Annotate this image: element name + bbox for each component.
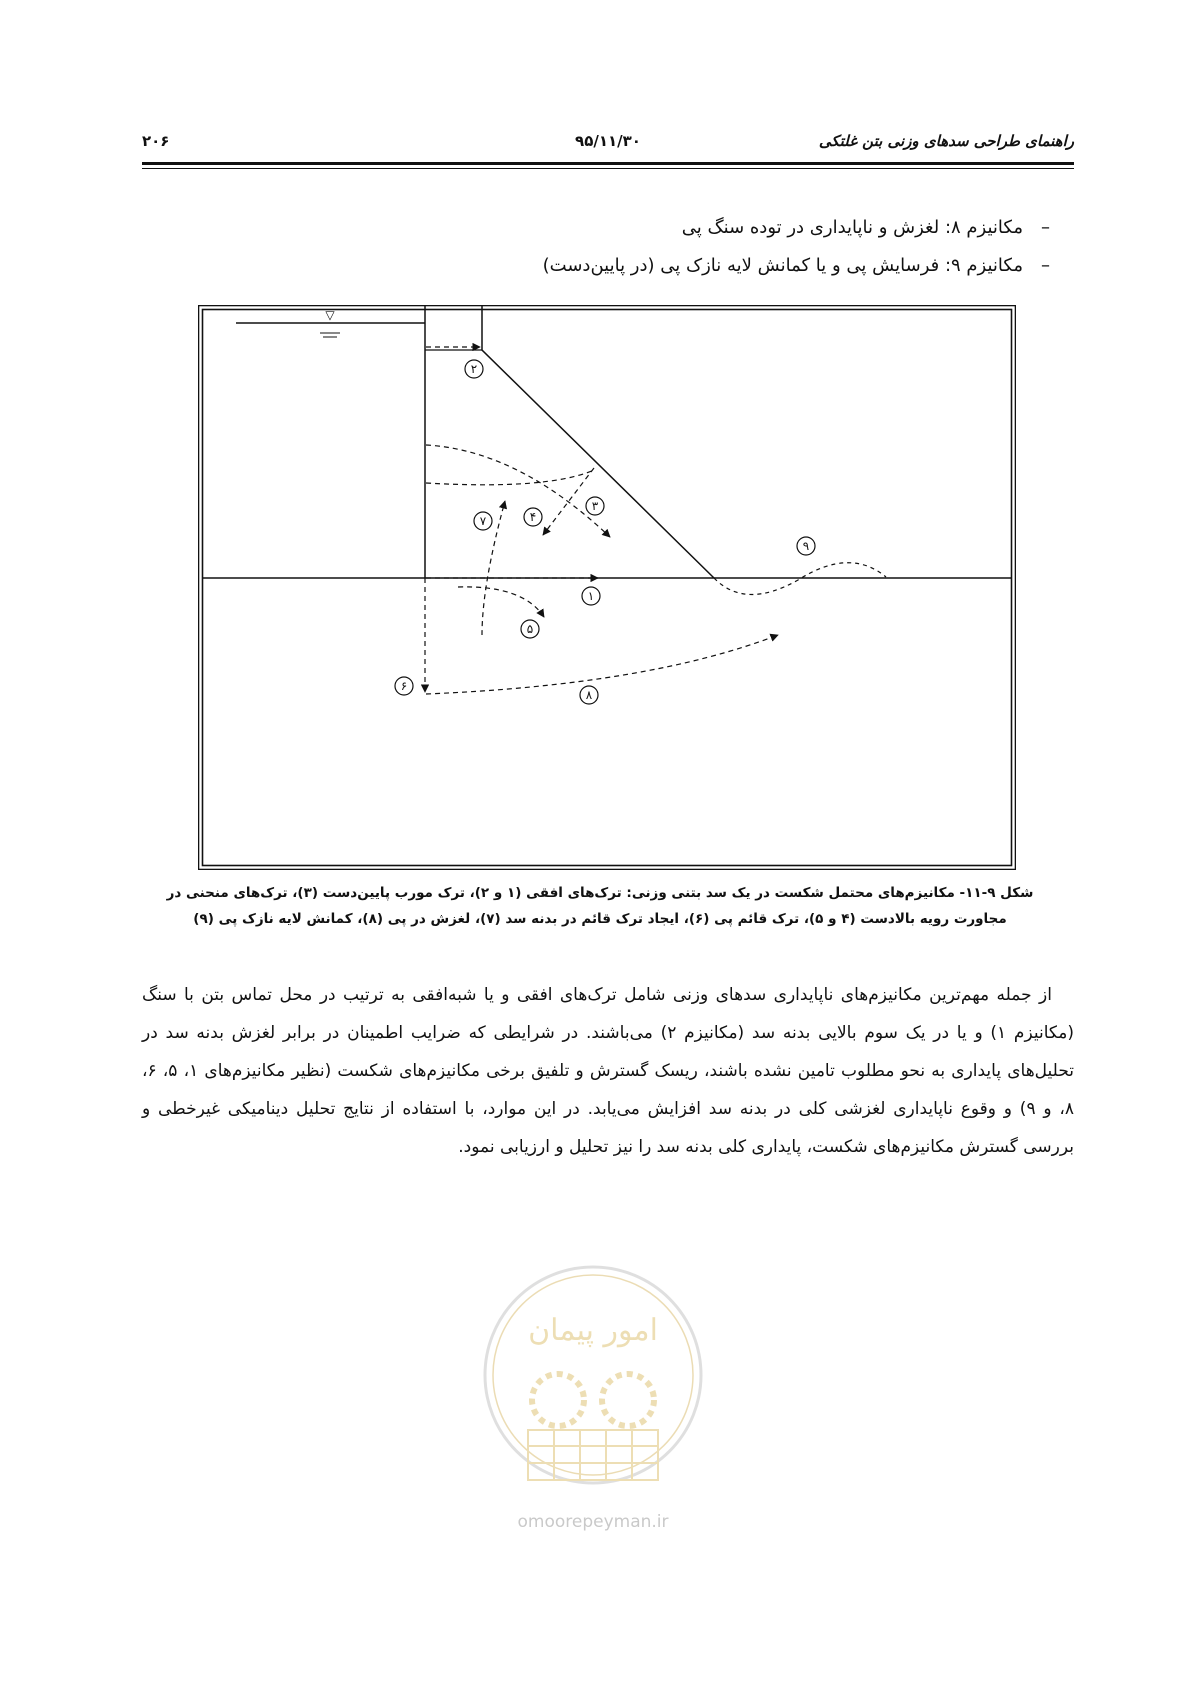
mechanism-label-6: ۶: [400, 679, 408, 693]
bullet-dash: –: [1041, 217, 1050, 238]
watermark-seal: [478, 1250, 708, 1510]
mechanism-label-5: ۵: [526, 622, 534, 636]
watermark-text: امور پیمان: [528, 1313, 658, 1348]
mechanism-8-slide: [426, 635, 778, 694]
header-date: ۹۵/۱۱/۳۰: [575, 132, 641, 150]
bullet-text: مکانیزم ۹: فرسایش پی و یا کمانش لایه نازک پی (در پایین‌دست): [542, 255, 1023, 276]
header-rule-thin: [142, 168, 1074, 169]
mechanism-label-7: ۷: [479, 514, 487, 528]
water-level-symbol: ▽: [325, 308, 335, 322]
mechanism-label-4: ۴: [529, 510, 537, 524]
page-number: ۲۰۶: [142, 132, 170, 150]
header-title: راهنمای طراحی سدهای وزنی بتن غلتکی: [818, 132, 1074, 150]
dam-failure-figure: [198, 305, 1016, 870]
mechanism-label-9: ۹: [802, 539, 810, 553]
frame-outer: [199, 306, 1016, 870]
header-rule-thick: [142, 162, 1074, 165]
watermark-logo: [478, 1250, 708, 1550]
dam-outline: [425, 305, 714, 578]
bullet-dash: –: [1041, 255, 1050, 276]
mechanism-3-crack: [426, 445, 610, 537]
mechanism-label-3: ۳: [591, 499, 599, 513]
page-header: [142, 124, 1074, 164]
mechanism-label-8: ۸: [585, 688, 593, 702]
mechanism-5-crack: [458, 587, 544, 617]
caption-line-2: مجاورت رویه بالادست (۴ و ۵)، ترک قائم پی (۶)، ایجاد ترک قائم در بدنه سد (۷)، لغزش در پی (۸)، کمانش لایه نازک پی (۹): [193, 911, 1007, 927]
figure-caption: [150, 880, 1050, 932]
caption-line-1: شکل ۹-۱۱- مکانیزم‌های محتمل شکست در یک سد بتنی وزنی: ترک‌های افقی (۱ و ۲)، ترک مورب پایین‌دست (۳)، ترک‌های منحنی در: [166, 885, 1034, 901]
watermark-url: omoorepeyman.ir: [517, 1512, 669, 1532]
mechanism-4-crack: [426, 470, 594, 485]
frame-inner: [203, 310, 1012, 866]
mechanism-label-2: ۲: [470, 362, 478, 376]
bullet-list: [543, 218, 1050, 294]
mechanism-label-1: ۱: [587, 589, 595, 603]
paragraph-text: از جمله مهم‌ترین مکانیزم‌های ناپایداری سدهای وزنی شامل ترک‌های افقی و یا شبه‌افقی به ترتیب در محل تماس بتن با سنگ (مکانیزم ۱) و یا در یک سوم بالایی بدنه سد (مکانیزم ۲) می‌باشند. در شرایطی که ضرایب اطمینان در برابر لغزش بدنه سد در تحلیل‌های پایداری به نحو مطلوب تامین نشده باشند، ریسک گسترش و تلفیق برخی مکانیزم‌های شکست (نظیر مکانیزم‌های ۱، ۵، ۶، ۸، و ۹) و وقوع ناپایداری لغزشی کلی در بدنه سد افزایش می‌یابد. در این موارد، با استفاده از نتایج تحلیل دینامیکی غیرخطی و بررسی گسترش مکانیزم‌های شکست، پایداری کلی بدنه سد را نیز تحلیل و ارزیابی نمود.: [142, 985, 1075, 1157]
bullet-item: [543, 218, 1050, 238]
body-paragraph: [142, 976, 1074, 1166]
bullet-item: [543, 256, 1050, 276]
bullet-text: مکانیزم ۸: لغزش و ناپایداری در توده سنگ پی: [681, 217, 1023, 238]
